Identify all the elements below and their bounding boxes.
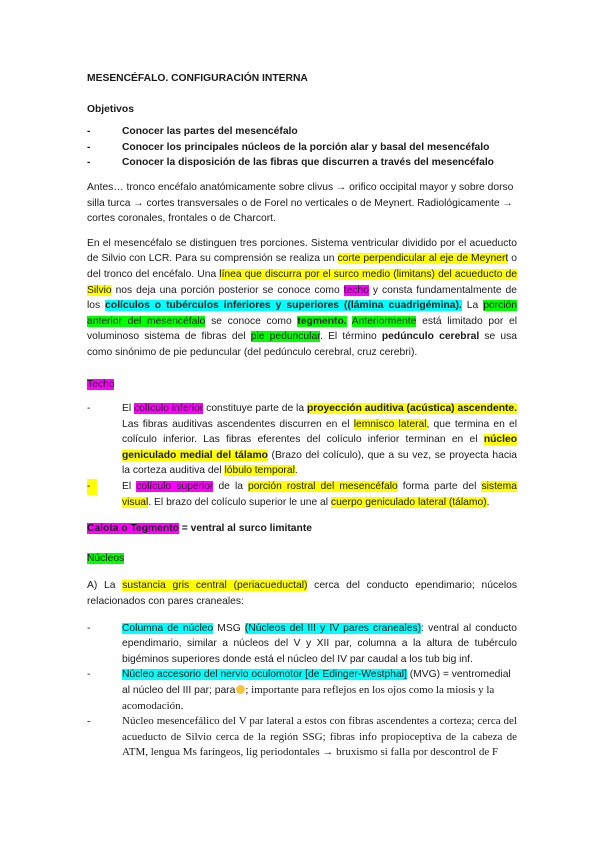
highlight-yellow: lemnisco lateral (353, 418, 427, 430)
highlight-yellow: cuerpo geniculado lateral (tálamo) (330, 496, 487, 508)
nucleos-list (87, 621, 517, 761)
highlight-magenta: techo (343, 284, 369, 296)
nucleo-item: - Núcleo accesorio del nervio oculomotor [de Edinger-Westphal] (MVG) = ventromedial al núcleo del III par; para ; importante para reflejos en los ojos como la miosis y la acomodación. (87, 669, 511, 712)
techo-item: - El colículo superior de la porción rostral del mesencéfalo forma parte del sistema visual. El brazo del colículo superior le une al cuerpo geniculado lateral (tálamo). (87, 481, 517, 508)
highlight-cyan: Núcleo accesorio del nervio oculomotor [de Edinger-Westphal] (122, 669, 407, 681)
bullet-dash: - (87, 403, 91, 415)
bullet-dash: - (87, 669, 91, 681)
smiley-face-icon (236, 685, 245, 694)
bullet-dash: - (87, 126, 91, 138)
objetivos-list (87, 124, 517, 171)
highlight-yellow: proyección auditiva (acústica) ascendente. (306, 403, 517, 415)
highlight-green: pie peduncular (250, 331, 321, 343)
bold-term: pedúnculo cerebral (381, 331, 480, 343)
nucleo-item: - Núcleo mesencefálico del V par lateral a estos con fibras ascendentes a corteza; cerca del acueducto de Silvio cerca de la región SSG; fibras info propioceptiva de la cabeza de ATM, lengua Ms faríngeos, lig periodontales → bruxismo si falla por descontrol de F (87, 715, 517, 759)
document-body (87, 71, 517, 761)
objetivos-heading: Objetivos (87, 103, 134, 115)
highlight-green: tegmento. (297, 315, 347, 327)
objetivo-item: - Conocer los principales núcleos de la porción alar y basal del mesencéfalo (87, 140, 517, 156)
antes-paragraph: Antes… tronco encéfalo anatómicamente sobre clivus → orifico occipital mayor y sobre dorso silla turca → cortes transversales o de Forel no verticales o de Meynert. Radiológicamente → cortes coronales, frontales o de Charcort. (87, 181, 514, 225)
nucleos-heading: Núcleos (87, 552, 125, 564)
calota-heading: Calota o Tegmento = ventral al surco limitante (87, 523, 312, 535)
techo-list (87, 401, 517, 510)
highlight-yellow: corte perpendicular al eje de Meynert (337, 253, 509, 265)
highlight-yellow: sustancia gris central (periacueductal) (122, 580, 308, 592)
document-title: MESENCÉFALO. CONFIGURACIÓN INTERNA (87, 73, 308, 84)
porciones-paragraph: En el mesencéfalo se distinguen tres porciones. Sistema ventricular dividido por el acueducto de Silvio con LCR. Para su comprensión se realiza un corte perpendicular al eje de Meynert o del tronco del encéfalo. Una línea que discurra por el surco medio (limitans) del acueducto de Silvio nos deja una porción posterior se conoce como techo y consta fundamentalmente de los colículos o tubérculos inferiores y superiores ((lámina cuadrigémina). La porción anterior del mesencéfalo se conoce como tegmento. Anteriormente está limitado por el voluminoso sistema de fibras del pie peduncular. El término pedúnculo cerebral se usa como sinónimo de pie peduncular (del pedúnculo cerebral, cruz cerebri). (87, 237, 518, 358)
bullet-dash: - (87, 157, 91, 169)
highlight-magenta: colículo superior (136, 481, 214, 493)
highlight-yellow: lóbulo temporal (224, 465, 295, 477)
bullet-dash: - (87, 715, 91, 728)
bullet-dash: - (87, 141, 91, 153)
highlight-cyan: colículos o tubérculos inferiores y superiores ((lámina cuadrigémina). (105, 300, 462, 312)
bullet-dash: - (87, 622, 91, 634)
highlight-cyan: Columna de núcleo (122, 622, 214, 634)
nucleo-item: - Columna de núcleo MSG (Núcleos del III y IV pares craneales): ventral al conducto ependimario, similar a núcleos del V y XII par, columna a la altura de tubérculo bigéminos superiores donde está el núcleo del IV par caudal a los tub big inf. (87, 622, 517, 665)
objetivo-item: - Conocer la disposición de las fibras que discurren a través del mesencéfalo (87, 155, 517, 171)
bullet-dash: - (87, 479, 97, 495)
highlight-yellow: línea que discurra por el surco medio (limitans) del acueducto de Silvio (87, 268, 517, 296)
techo-heading: Techo (87, 378, 115, 390)
highlight-cyan: (Núcleos del III y IV pares craneales) (244, 622, 422, 634)
sustancia-gris-paragraph: A) La sustancia gris central (periacueductal) cerca del conducto ependimario; núcelos relacionados con pares craneales: (87, 580, 517, 608)
highlight-green: porción anterior del mesencéfalo (87, 300, 517, 327)
highlight-magenta: colículo inferior (134, 403, 204, 415)
highlight-green: Anteriormente (351, 315, 417, 327)
highlight-yellow: sistema visual (122, 481, 517, 508)
highlight-yellow: núcleo geniculado medial del tálamo (122, 434, 517, 461)
objetivo-item: - Conocer las partes del mesencéfalo (87, 124, 517, 140)
techo-item: - El colículo inferior constituye parte de la proyección auditiva (acústica) ascendente. Las fibras auditivas ascendentes discurren en el lemnisco lateral, que termina en el colículo inferior. Las fibras eferentes del colículo inferior terminan en el núcleo geniculado medial del tálamo (Brazo del colículo), que a su vez, se proyecta hacia la corteza auditiva del lóbulo temporal. (87, 403, 517, 477)
highlight-yellow: porción rostral del mesencéfalo (248, 481, 398, 493)
